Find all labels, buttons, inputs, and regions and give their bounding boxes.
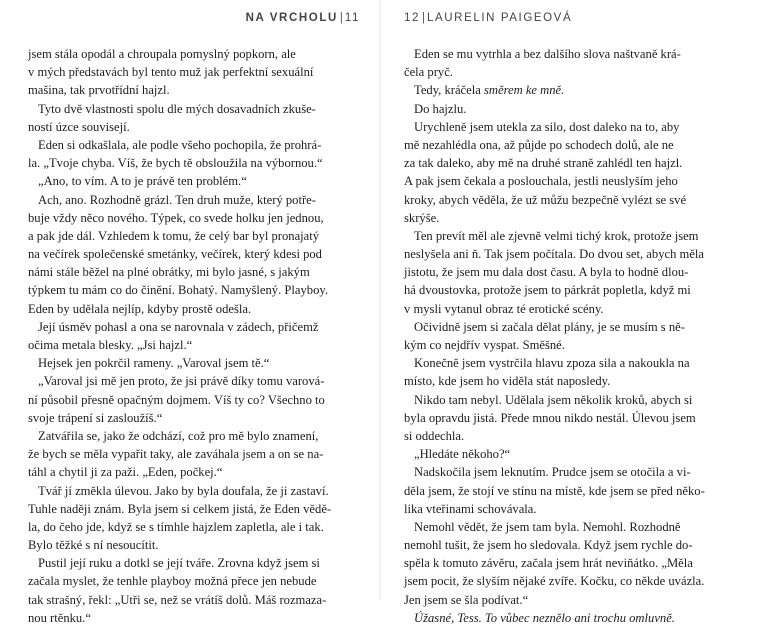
text-line-content: Její úsměv pohasl a ona se narovnala v zádech, přičemž: [38, 319, 319, 334]
text-line: [404, 300, 705, 318]
text-line-content: Jen jsem se šla podívat.“: [404, 592, 529, 607]
text-line: [404, 245, 705, 263]
text-line-content: jistotu, že jsem mu dala dost času. A byla to hodně dlou-: [404, 265, 689, 280]
text-line-content: buje vždy něco nového. Týpek, co svede holku jen jednou,: [28, 210, 324, 225]
text-line: [28, 81, 331, 99]
text-line: [404, 554, 705, 572]
text-line-content: čela pryč.: [404, 65, 453, 80]
text-line-content: „Varoval jsi mě jen proto, že jsi právě díky tomu varová-: [38, 374, 325, 389]
text-line-content: že bych se měla vypařit taky, ale zaváhala jsem a on se na-: [28, 447, 324, 462]
text-line-content: jsem pocit, že slyším nějaké zvíře. Kočku, co někde uvázla.: [404, 574, 705, 589]
page-number: 11: [344, 12, 360, 24]
text-line-content: Nemohl vědět, že jsem tam byla. Nemohl. Rozhodně: [414, 519, 681, 534]
author-name: LAURELIN PAIGEOVÁ: [427, 12, 573, 24]
text-line-content: neslyšela ani ň. Tak jsem počítala. Do dvou set, abych měla: [404, 247, 705, 262]
text-line: [28, 609, 331, 627]
text-line-content: tak strašný, řekl: „Utři se, než se vrátíš dolů. Máš rozmaza-: [28, 592, 327, 607]
text-line-content: v mých představách byl tento muž jak perfektní sexuální: [28, 65, 314, 80]
text-line: [404, 463, 705, 481]
text-line-content: byla opravdu jistá. Přede mnou nikdo nestál. Úlevou jsem: [404, 410, 696, 425]
text-line: [28, 227, 331, 245]
text-line-content: mě nezahlédla ona, až půjde po schodech dolů, ale ne: [404, 137, 674, 152]
text-line-content: kroky, abych věděla, že už můžu bezpečně vylézt se své: [404, 192, 687, 207]
text-line-content: na večírek společenské smetánky, večírek, který kdesi pod: [28, 247, 322, 262]
text-line-content: Konečně jsem vystrčila hlavu zpoza sila a nakoukla na: [414, 356, 690, 371]
text-line: [28, 445, 331, 463]
text-line-content: Eden se mu vytrhla a bez dalšího slova naštvaně krá-: [414, 47, 681, 61]
text-line: [404, 281, 705, 299]
text-line-content: nemohl tušit, že jsem ho sledovala. Když jsem rychle do-: [404, 538, 693, 553]
text-line: [28, 372, 331, 390]
text-line-content: Hejsek jen pokrčil rameny. „Varoval jsem tě.“: [38, 356, 270, 371]
text-line-content: la, do čeho jde, když se s tímhle hajzlem zapletla, ale i tak.: [28, 519, 324, 534]
text-line: [28, 154, 331, 172]
text-line: [28, 263, 331, 281]
text-line-content: lika vteřinami schovávala.: [404, 501, 537, 516]
text-line: [28, 518, 331, 536]
text-line: [404, 482, 705, 500]
text-line: [28, 354, 331, 372]
text-line-content: ností úzce souvisejí.: [28, 119, 130, 134]
text-line-content: týpkem tu mám co do činění. Bohatý. Namyšlený. Playboy.: [28, 283, 328, 298]
text-line-content: Do hajzlu.: [414, 101, 467, 116]
text-line-content: Nadskočila jsem leknutím. Prudce jsem se otočila a vi-: [414, 465, 691, 480]
text-line-content: místo, kde jsem ho viděla stát naposledy.: [404, 374, 611, 389]
text-line: [404, 518, 705, 536]
italic-text: Úžasné, Tess. To vůbec neznělo ani trochu omluvně.: [414, 610, 675, 625]
text-line-content: Nikdo tam nebyl. Udělala jsem několik kroků, abych si: [414, 392, 693, 407]
text-line: [404, 354, 705, 372]
text-line: [404, 227, 705, 245]
text-line-content: za tak daleko, aby mě na druhé straně zahlédl ten hajzl.: [404, 156, 683, 171]
text-line: [404, 136, 705, 154]
text-line: [28, 318, 331, 336]
text-line-content: Eden by udělala nejlíp, kdyby prostě odešla.: [28, 301, 252, 316]
text-line: [28, 136, 331, 154]
running-header-right: [404, 12, 572, 24]
text-line: [28, 100, 331, 118]
page-body-right: [404, 45, 705, 627]
header-separator: |: [422, 12, 425, 24]
text-line: [28, 463, 331, 481]
text-line-content: Pustil její ruku a dotkl se její tváře. Zrovna když jsem si: [38, 556, 320, 571]
text-line: [404, 427, 705, 445]
text-line: [28, 281, 331, 299]
text-line: [404, 500, 705, 518]
text-line-content: Ach, ano. Rozhodně grázl. Ten druh muže, který potře-: [38, 192, 316, 207]
text-line: [404, 100, 705, 118]
left-page: [0, 0, 380, 625]
text-line-content: jsem stála opodál a chroupala pomyslný popkorn, ale: [28, 47, 296, 61]
text-line: [404, 445, 705, 463]
text-line: [28, 209, 331, 227]
text-line: [28, 118, 331, 136]
text-line: [28, 554, 331, 572]
text-line: [28, 482, 331, 500]
text-line: [404, 172, 705, 190]
text-line: [404, 118, 705, 136]
right-page: [380, 0, 760, 625]
text-line-content: Urychleně jsem utekla za silo, dost daleko na to, aby: [414, 119, 680, 134]
text-line-content: námi stále běžel na plné obrátky, mi bylo jasné, s jakým: [28, 265, 310, 280]
text-line-content: „Hledáte někoho?“: [414, 447, 511, 462]
text-line-content: táhl a chytil ji za paži. „Eden, počkej.“: [28, 465, 223, 480]
text-line: [404, 609, 705, 627]
page-number: 12: [404, 12, 420, 24]
text-line-content: spěla k tomuto závěru, začala jsem hrát neviňátko. „Měla: [404, 556, 693, 571]
text-line: [404, 63, 705, 81]
text-line-content: očima metala blesky. „Jsi hajzl.“: [28, 338, 193, 352]
text-line: [404, 572, 705, 590]
text-line-content: kým co nejdřív vyspat. Směšné.: [404, 338, 565, 352]
italic-text: směrem ke mně.: [483, 83, 565, 98]
text-line: [404, 191, 705, 209]
text-line: [28, 572, 331, 590]
text-line: [28, 300, 331, 318]
text-line-content: Ten prevít měl ale zjevně velmi tichý krok, protože jsem: [414, 228, 699, 243]
page-body-left: [28, 45, 331, 627]
text-line-content: „Ano, to vím. A to je právě ten problém.“: [38, 174, 247, 189]
text-line: [28, 45, 331, 63]
text-line-content: děla jsem, že stojí ve stínu na místě, kde jsem se před něko-: [404, 483, 705, 498]
text-line-content: mašina, tak prvotřídní hajzl.: [28, 83, 170, 98]
text-line-content: há dvoustovka, protože jsem to párkrát popletla, když mi: [404, 283, 691, 298]
text-line: [404, 209, 705, 227]
text-line: [404, 263, 705, 281]
text-line-content: A pak jsem čekala a poslouchala, jestli neuslyším jeho: [404, 174, 678, 189]
header-separator: |: [339, 12, 343, 24]
text-line: [28, 391, 331, 409]
text-line: [28, 409, 331, 427]
text-line: [404, 409, 705, 427]
text-line-content: Očividně jsem si začala dělat plány, je se musím s ně-: [414, 319, 685, 334]
text-line-content: ní působil přesně opačným dojmem. Víš ty co? Všechno to: [28, 392, 325, 407]
text-line: [404, 536, 705, 554]
text-line-content: nou rtěnku.“: [28, 610, 91, 625]
text-line-content: la. „Tvoje chyba. Víš, že bych tě obsloužila na výbornou.“: [28, 156, 323, 171]
book-title: NA VRCHOLU: [245, 12, 338, 24]
text-line: [28, 63, 331, 81]
text-line: [28, 536, 331, 554]
text-line: [28, 336, 331, 354]
text-line-content: svoje trápení si zasloužíš.“: [28, 410, 163, 425]
running-header-left: [246, 12, 360, 24]
text-line-content: si oddechla.: [404, 428, 465, 443]
text-line-content: začala myslet, že tenhle playboy možná přece jen nebude: [28, 574, 317, 589]
text-line: [404, 372, 705, 390]
text-line: [404, 45, 705, 63]
text-line-content: skrýše.: [404, 210, 440, 225]
text-line-content: Eden si odkašlala, ale podle všeho pochopila, že prohrá-: [38, 137, 322, 152]
text-line: [28, 427, 331, 445]
text-line: [404, 391, 705, 409]
text-line: [404, 336, 705, 354]
text-line: [404, 81, 705, 99]
text-line-content: v mysli vytanul obraz té erotické scény.: [404, 301, 604, 316]
text-line: [28, 172, 331, 190]
text-line-content: Tuhle naději znám. Byla jsem si celkem jistá, že Eden vědě-: [28, 501, 332, 516]
text-line-content: Tedy, kráčela: [414, 83, 484, 98]
text-line-content: a pak jde dál. Vzhledem k tomu, že celý bar byl pronajatý: [28, 228, 320, 243]
text-line: [28, 245, 331, 263]
text-line: [28, 500, 331, 518]
text-line-content: Tyto dvě vlastnosti spolu dle mých dosavadních zkuše-: [38, 101, 316, 116]
text-line-content: Zatvářila se, jako že odchází, což pro mě bylo znamení,: [38, 428, 319, 443]
text-line-content: Tvář jí změkla úlevou. Jako by byla doufala, že ji zastaví.: [38, 483, 329, 498]
text-line-content: Bylo těžké s ní nesoucítit.: [28, 538, 159, 553]
text-line: [28, 191, 331, 209]
text-line: [404, 154, 705, 172]
text-line: [404, 318, 705, 336]
